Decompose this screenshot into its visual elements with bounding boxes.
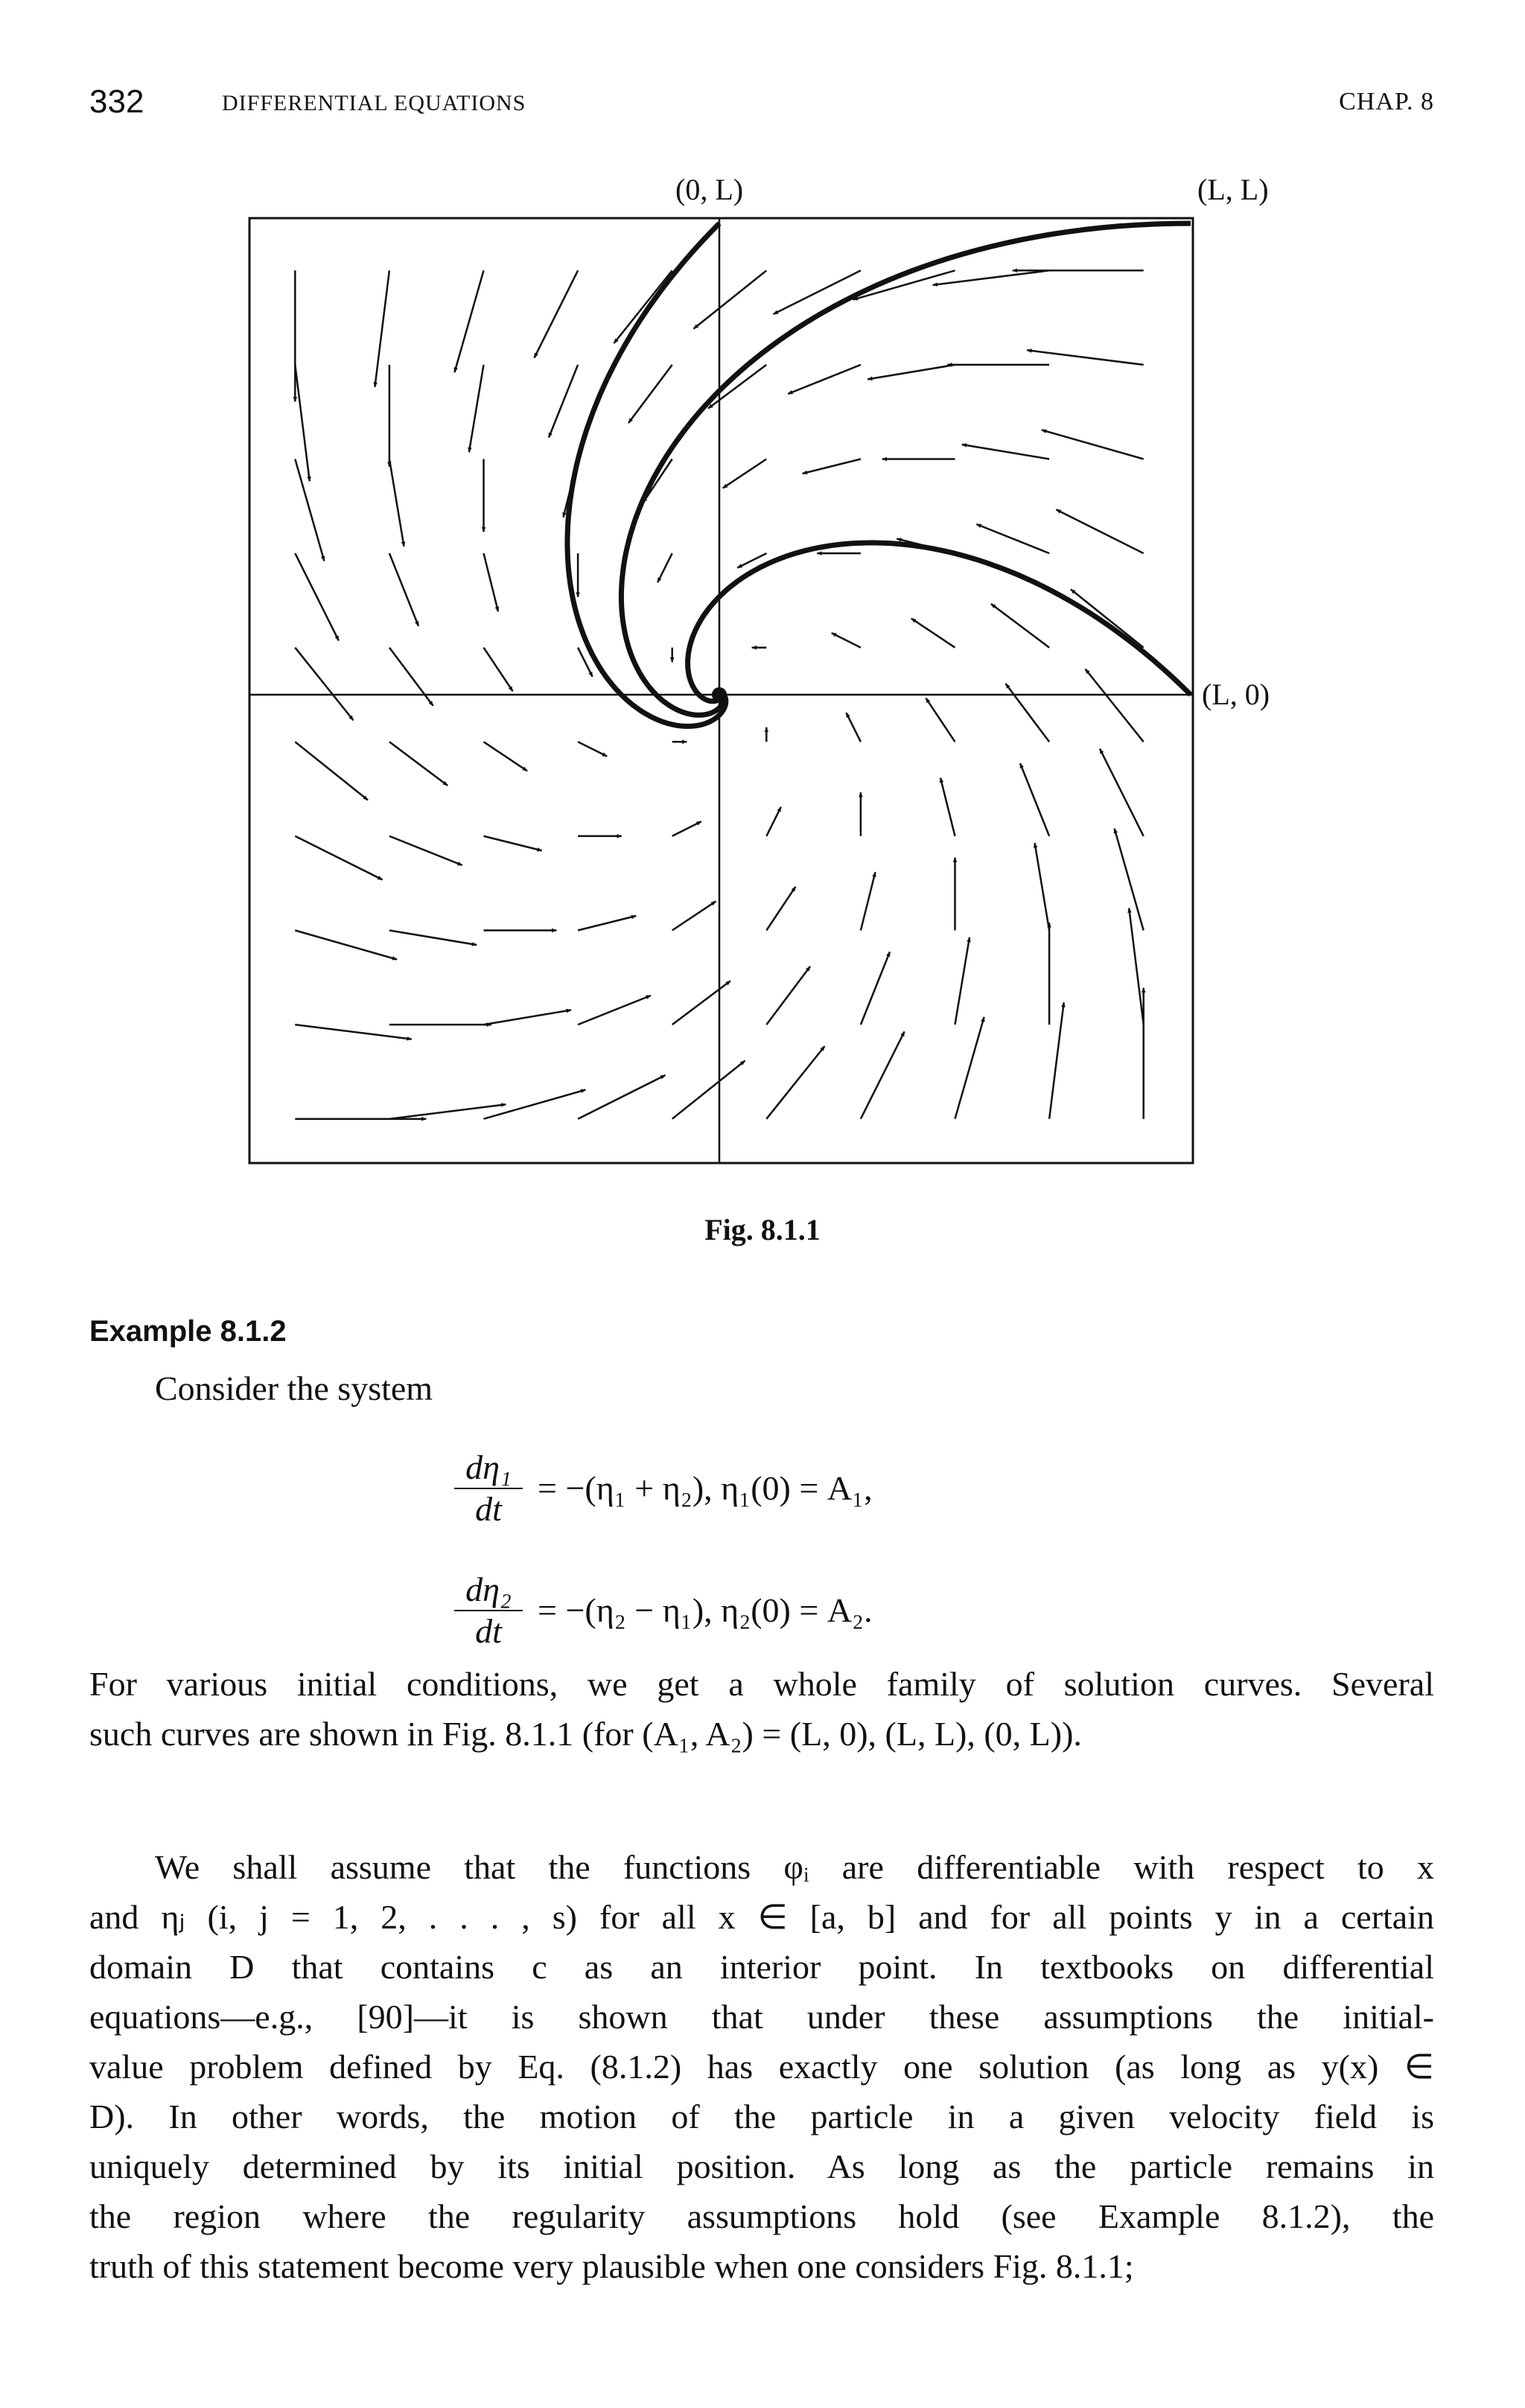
direction-arrow — [484, 648, 513, 692]
direction-arrow — [389, 836, 462, 865]
direction-arrow — [1042, 430, 1144, 459]
direction-arrow — [766, 1046, 824, 1119]
text-line: equations—e.g., [90]—it is shown that under these assumptions the initial- — [89, 1998, 1434, 2036]
direction-arrow — [628, 365, 672, 423]
direction-arrow — [832, 633, 861, 648]
direction-arrow — [295, 553, 339, 640]
direction-arrow — [484, 1010, 571, 1025]
direction-arrow — [389, 553, 418, 626]
direction-arrow — [454, 270, 483, 372]
origin-point — [712, 687, 727, 702]
text-line: value problem defined by Eq. (8.1.2) has exactly one solution (as long as y(x) ∈ — [89, 2048, 1434, 2086]
direction-arrow — [867, 365, 955, 380]
page-number: 332 — [89, 83, 144, 120]
derivative-fraction — [454, 1447, 523, 1529]
direction-arrow — [295, 648, 353, 721]
direction-arrow — [1006, 684, 1050, 742]
direction-arrow — [1056, 509, 1143, 553]
direction-arrow — [1027, 350, 1143, 365]
direction-arrow — [861, 1031, 905, 1118]
direction-field-figure — [0, 0, 1525, 1191]
solution-curve — [567, 223, 726, 726]
direction-arrow — [484, 836, 542, 851]
direction-arrow — [940, 778, 955, 836]
direction-arrow — [672, 821, 701, 836]
direction-arrow — [846, 713, 861, 742]
equation-rhs: = −(η₁ + η₂), η₁(0) = A₁, — [538, 1469, 873, 1507]
text-line: domain D that contains c as an interior point. In textbooks on differential — [89, 1948, 1434, 1986]
family-paragraph — [89, 1659, 1434, 1759]
text-line: truth of this statement become very plausible when one considers Fig. 8.1.1; — [89, 2247, 1134, 2285]
direction-arrow — [991, 604, 1049, 648]
direction-arrow — [535, 270, 579, 357]
direction-arrow — [788, 365, 861, 394]
direction-arrow — [614, 270, 672, 343]
direction-arrow — [861, 952, 890, 1025]
direction-arrow — [295, 742, 368, 800]
direction-arrow — [484, 742, 528, 771]
label-L-0: (L, 0) — [1202, 678, 1270, 711]
solution-curve — [621, 223, 1191, 715]
direction-arrow — [578, 996, 651, 1025]
direction-arrow — [766, 887, 795, 931]
label-L-L: (L, L) — [1197, 173, 1269, 206]
text-line: For various initial conditions, we get a whole family of solution curves. Several — [89, 1665, 1434, 1703]
direction-arrow — [484, 553, 499, 611]
derivative-fraction — [454, 1570, 523, 1651]
direction-arrow — [1035, 843, 1050, 930]
text-line: and ηⱼ (i, j = 1, 2, . . . , s) for all x ∈ [a, b] and for all points y in a certain — [89, 1898, 1434, 1936]
running-head: DIFFERENTIAL EQUATIONS — [222, 91, 526, 115]
chapter-label: CHAP. 8 — [1339, 88, 1434, 115]
label-0-L: (0, L) — [675, 173, 744, 206]
direction-arrow — [672, 1061, 745, 1119]
direction-arrow — [672, 981, 730, 1025]
text-line: D). In other words, the motion of the particle in a given velocity field is — [89, 2098, 1434, 2135]
direction-arrow — [861, 872, 876, 930]
direction-arrow — [469, 365, 484, 452]
direction-arrow — [955, 1017, 984, 1119]
direction-arrow — [1086, 669, 1144, 742]
text-line: We shall assume that the functions φᵢ are differentiable with respect to x — [155, 1848, 1434, 1886]
body-paragraph — [89, 1842, 1434, 2291]
direction-arrow — [926, 698, 955, 742]
direction-arrow — [389, 742, 448, 786]
text-line: such curves are shown in Fig. 8.1.1 (for (A₁, A₂) = (L, 0), (L, L), (0, L)). — [89, 1715, 1082, 1753]
direction-arrow — [389, 931, 477, 946]
text-line: the region where the regularity assumptions hold (see Example 8.1.2), the — [89, 2197, 1434, 2235]
direction-arrow — [766, 807, 781, 836]
solution-curve — [688, 543, 1191, 701]
direction-arrow — [955, 937, 970, 1025]
direction-arrow — [672, 901, 716, 930]
direction-arrow — [694, 270, 767, 328]
example-intro: Consider the system — [155, 1369, 433, 1407]
fraction-denominator: dt — [475, 1490, 502, 1528]
direction-arrow — [375, 270, 389, 386]
direction-arrow — [389, 459, 404, 547]
fraction-numerator: dη₂ — [454, 1570, 523, 1611]
direction-arrow — [911, 619, 955, 648]
direction-arrow — [658, 553, 672, 582]
figure-caption: Fig. 8.1.1 — [704, 1213, 821, 1246]
direction-arrow — [295, 931, 397, 960]
direction-arrow — [1071, 590, 1144, 648]
fraction-numerator: dη₁ — [454, 1447, 523, 1489]
example-heading: Example 8.1.2 — [89, 1315, 287, 1348]
direction-arrow — [803, 459, 861, 474]
direction-arrow — [549, 365, 578, 438]
direction-arrow — [976, 524, 1049, 553]
direction-arrow — [774, 270, 861, 314]
direction-arrow — [1049, 1002, 1064, 1118]
direction-arrow — [389, 648, 433, 706]
direction-arrow — [1020, 763, 1049, 836]
direction-arrow — [723, 459, 767, 488]
equation-rhs: = −(η₂ − η₁), η₂(0) = A₂. — [538, 1591, 873, 1629]
direction-arrow — [578, 1075, 665, 1119]
direction-arrow — [578, 742, 607, 757]
direction-arrow — [766, 966, 810, 1025]
fraction-denominator: dt — [475, 1612, 502, 1650]
direction-arrow — [295, 836, 382, 880]
text-line: uniquely determined by its initial position. As long as the particle remains in — [89, 2147, 1434, 2185]
direction-arrow — [295, 1025, 411, 1039]
direction-arrow — [1100, 749, 1144, 836]
direction-arrow — [578, 916, 636, 931]
direction-arrow — [962, 445, 1049, 459]
